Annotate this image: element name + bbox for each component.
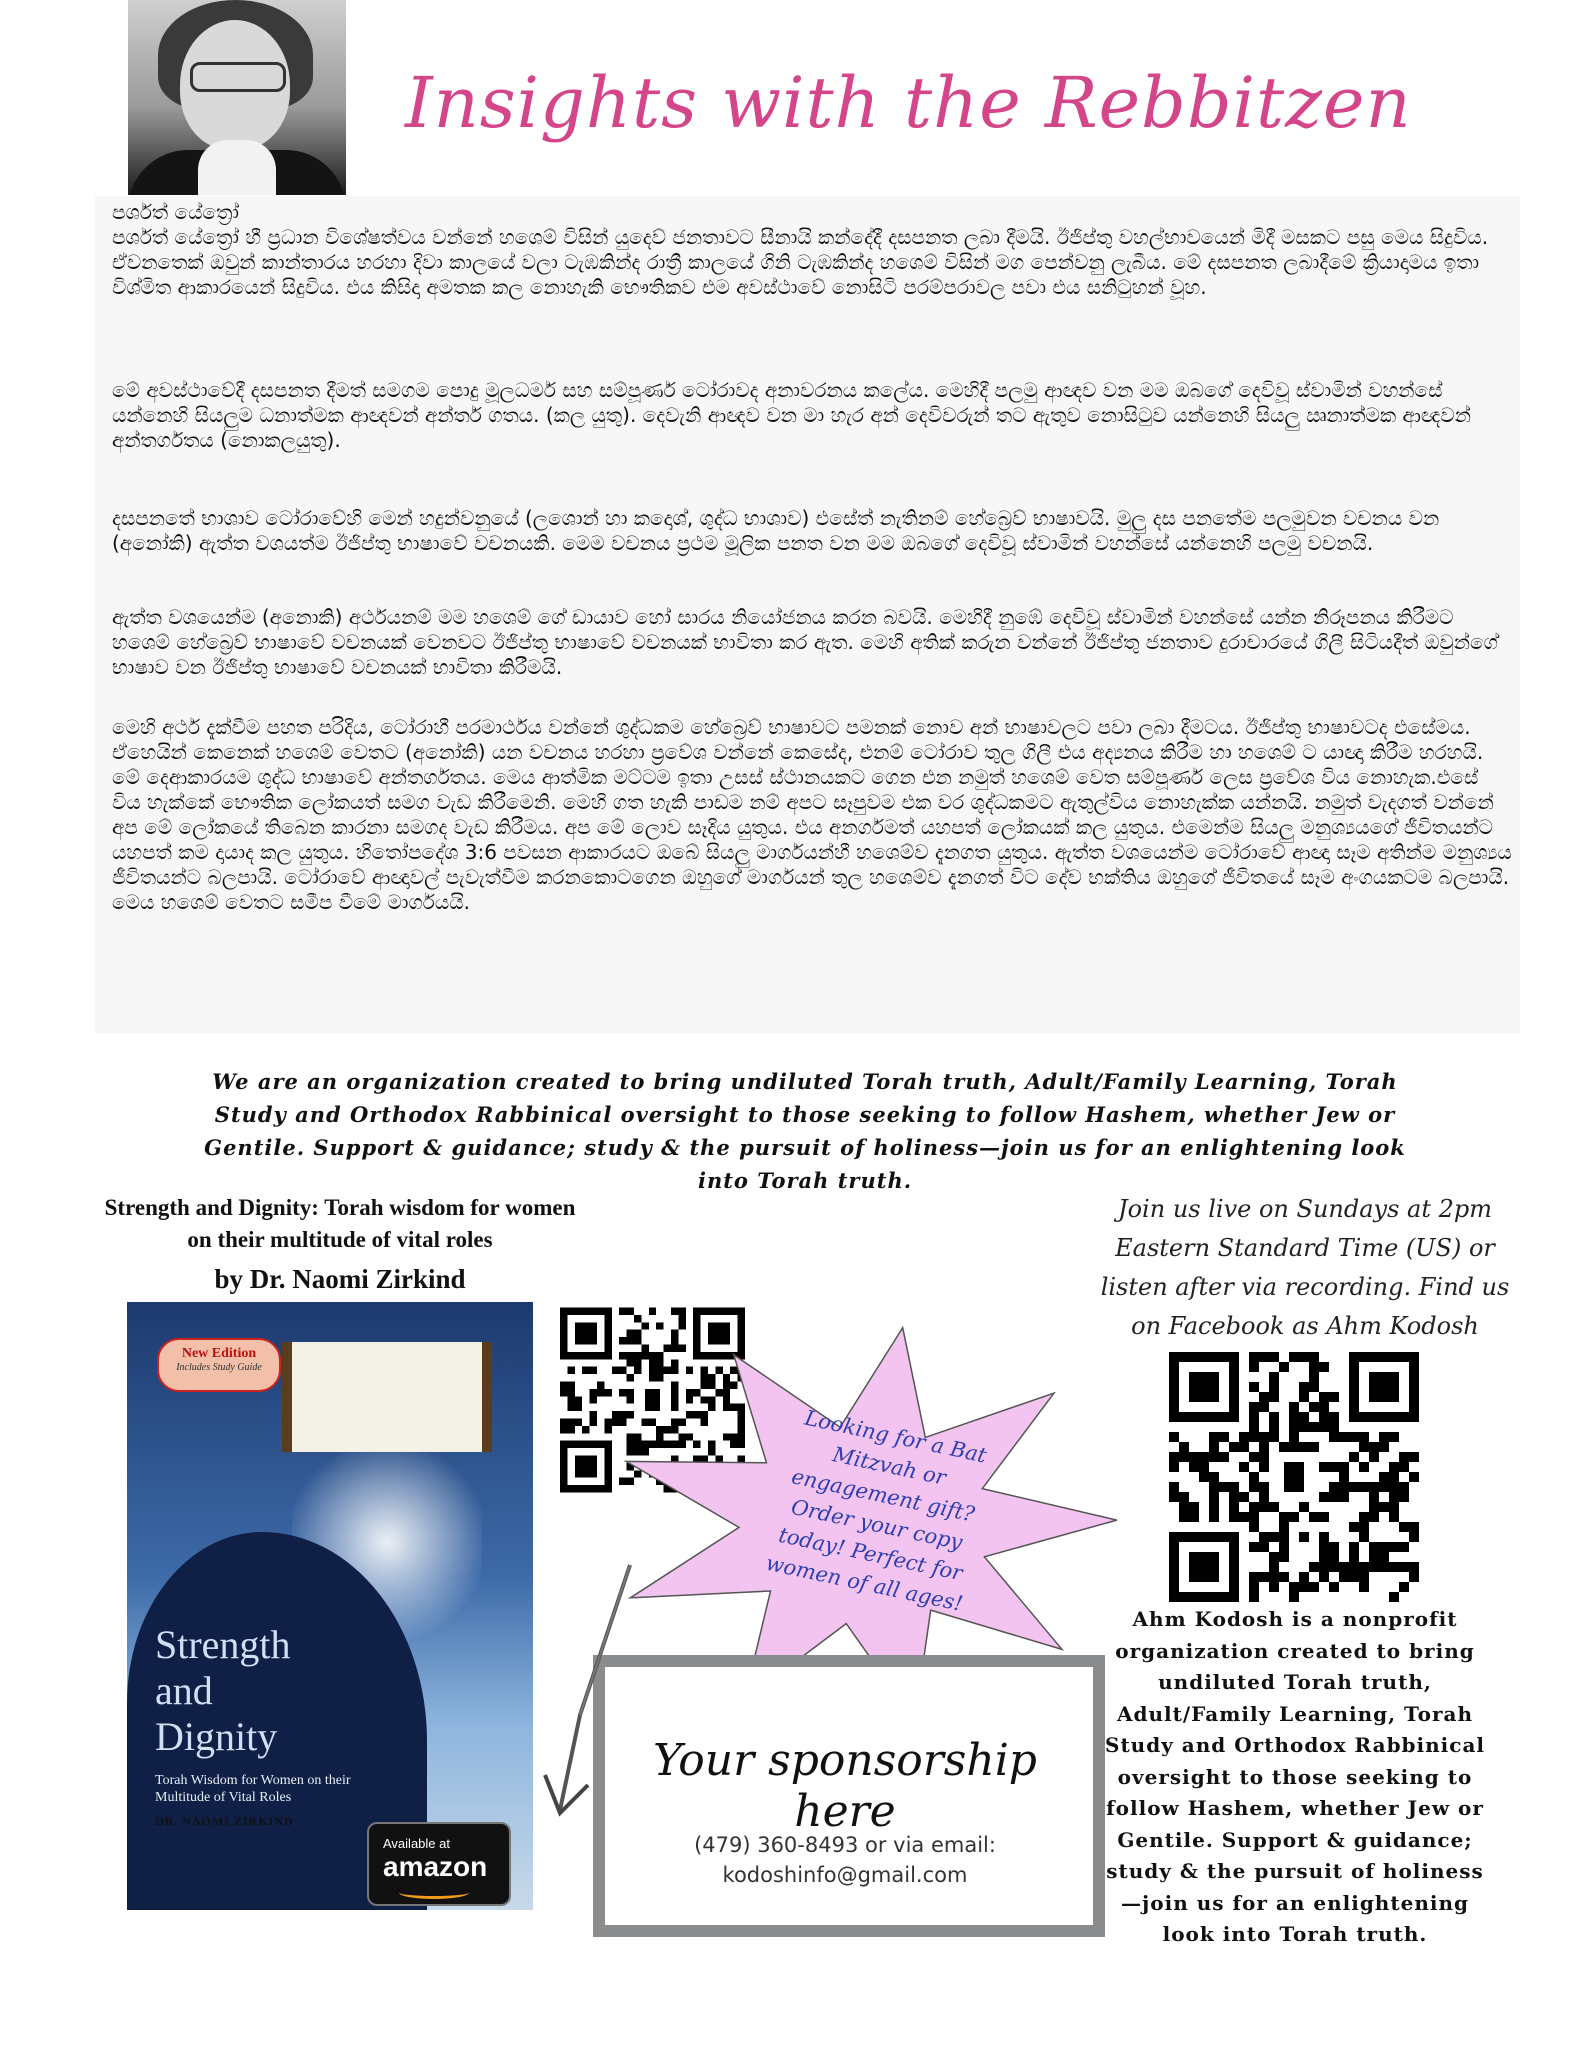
cover-subtitle: Torah Wisdom for Women on their Multitude of Vital Roles: [155, 1773, 351, 1805]
book-author: by Dr. Naomi Zirkind: [214, 1264, 466, 1294]
live-session-info: Join us live on Sundays at 2pm Eastern Standard Time (US) or listen after via recording. Find us on Facebook as Ahm Kodosh: [1100, 1195, 1510, 1340]
torah-scroll-icon: [282, 1342, 492, 1452]
amazon-logo: amazon: [383, 1851, 488, 1882]
amazon-smile-icon: [399, 1886, 469, 1899]
cover-title: Strength and Dignity: [155, 1622, 291, 1759]
book-cover-image[interactable]: [127, 1302, 533, 1910]
arrow-icon: [540, 1545, 640, 1825]
article-paragraph: පර්ශත් යේත්‍රෝ හී ප්‍රධාන විශේෂත්වය වන්නේ හශෙම් විසින් යුදෙව් ජනතාවට සීනායි කන්දේදී දසපනත ලබා දීමයි. ඊජිප්තු වහල්භාවයෙන් මිදී මසකට පසු මෙය සිදුවිය. ඒවනතෙක් ඔවුන් කාන්තාරය හරහා දිවා කාලයේ වලා ටැඹකින්ද රාත්‍රී කාලයේ ගිනි ටැඹකින්ද හශෙම් විසින් මග පෙන්වනු ලැබීය. මේ දසපනත ලබාදීමේ ක්‍රියාදාමය ඉතා විශ්මිත ආකාරයෙන් සිදුවිය. එය කිසිදා අමතක කල නොහැකි භෞතිකව එම අවස්ථාවේ නොසිටි පරම්පරාවල පවා එය සනිටුහන් වූහ.: [112, 225, 1489, 299]
article-heading: පර්ශත් යේත්‍රෝ: [112, 200, 239, 224]
promo-text: Looking for a Bat Mitzvah or engagement gift? Order your copy today! Perfect for women of all ages!: [763, 1405, 989, 1616]
amazon-button[interactable]: [367, 1822, 511, 1906]
contact-phone: (479) 360-8493 or via email:: [694, 1833, 996, 1857]
author-portrait: [128, 0, 346, 195]
sponsorship-title: Your sponsorship here: [653, 1735, 1037, 1837]
article-paragraph: මේ අවස්ථාවේදී දසපනත දීමත් සමගම පොදු මූලධර්ම සහ සම්පූර්ණ ටෝරාවද අනාවරනය කලේය. මෙහිදී පලමු ආඥව වන මම ඔබගේ දෙවිවූ ස්වාමින් වහන්සේ යන්නෙහි සියලුම ධනාත්මක ආඥවන් අන්තර් ගතය. (කල යුතු). දෙවැනි ආඥව වන මා හැර අන් දෙවිවරුන් තට ඇතුව නොසිටුව යන්නෙහි සියලු ඍනාත්මක ආඥවන් අන්තර්ගතය (නොකලයුතු).: [112, 378, 1471, 452]
article-paragraph: දසපනතේ භාශාව ටෝරාවේහි මෙන් හදුන්වනුයේ (ලශොන් හා කදොශ්, ශුද්ධ භාශාව) එසේත් නැතිනම් හේබ්‍රෙව් භාෂාවයි. මුලු දස පනතේම පලමුවන වචනය වන (අනෝකි) ඇත්ත වශයත්ම ඊජිප්තු භාෂාවේ වචනයකි. මෙම වචනය ප්‍රථම මූලික පනත වන මම ඔබගේ දෙවිවූ ස්වාමින් වහන්සේ යන්නෙහි පලමු වචනයි.: [112, 506, 1440, 555]
new-edition-badge: New Edition Includes Study Guide: [157, 1338, 281, 1392]
book-title: Strength and Dignity: Torah wisdom for women on their multitude of vital roles: [104, 1195, 576, 1252]
mission-statement: We are an organization created to bring undiluted Torah truth, Adult/Family Learning, Torah Study and Orthodox Rabbinical oversight to those seeking to follow Hashem, whether Jew or Gentile. Support & guidance; study & the pursuit of holiness—join us for an enlightening look into Torah truth.: [204, 1069, 1406, 1193]
facebook-qr-code[interactable]: [1155, 1352, 1433, 1602]
sponsorship-contact: [620, 1830, 1070, 1890]
page-title: Insights with the Rebbitzen: [405, 62, 1412, 144]
contact-email[interactable]: kodoshinfo@gmail.com: [722, 1863, 968, 1887]
cover-author: DR. NAOMI ZIRKIND: [155, 1814, 294, 1828]
amazon-available-label: Available at: [383, 1836, 450, 1851]
organization-description: Ahm Kodosh is a nonprofit organization created to bring undiluted Torah truth, Adult/Family Learning, Torah Study and Orthodox Rabbinical oversight to those seeking to follow Hashem, whether Jew or Gentile. Support & guidance; study & the pursuit of holiness —join us for an enlightening look into Torah truth.: [1105, 1607, 1486, 1946]
article-paragraph: ඇත්ත වශයෙන්ම (අනොකි) අර්ථයනම් මම හශෙම් ගේ ඩායාව හෝ සාරය නියෝජනය කරන බවයි. මෙහිදී නුඹේ දෙවිවූ ස්වාමින් වහන්සේ යන්න නිරූපනය කිරීමට හශෙම් හේබ්‍රෙව් භාෂාවේ වචනයක් වෙනවට ඊජිප්තු භාෂාවේ වචනයක් භාවිතා කර ඇත. මෙහි අතික් කරුන වන්නේ ඊජිප්තු ජනතාව දුරාචාරයේ ගිලී සිටියදීත් ඔවුන්ගේ භාෂාව වන ඊජිප්තු භාෂාවේ වචනයක් භාවිතා කිරීමයි.: [112, 605, 1498, 679]
article-paragraph: මෙහි අර්ථ දැක්වීම පහත පරිදිය, ටෝරාහී පරමාර්ථය වන්නේ ශුද්ධකම හේබ්‍රෙව් භාෂාවට පමනක් නොව අන් භාෂාවලට පවා ලබා දීමටය. ඊජිප්තු භාෂාවටද එසේමය. ඒහෙයින් කෙනෙක් හශෙම් වෙතට (අනෝකි) යන වචනය හරහා ප්‍රවේශ වන්නේ කෙසේද, එනම් ටෝරාව තුල ගිලී එය අද්‍යනය කිරීම හා හශෙම් ට යාඥා කිරීම හරහයි. මේ දෙආකාරයම ශුද්ධ භාෂාවේ අන්තර්ගතය. මෙය ආත්මික මට්ටම ඉතා උසස් ස්ථානයකට ගෙන එන නමුත් හශෙම් වෙත සම්පූර්ණ ලෙස ප්‍රවේශ විය නොහැක.එසේ විය හැක්කේ භෞතික ලෝකයත් සමග වැඩ කිරීමෙනි. මෙහි ගත හැකි පාඩම නම් අපට සෑපුවම එක වර ශුද්ධකමට ඇතුල්විය නොහැක්ක යන්නයි. නමුත් වැදගත් වන්නේ අප මේ ලෝකයේ තිබෙන කාරනා සමගද වැඩ කිරීමය. අප මේ ලොව සෑදිය යුතුය. එය අනර්ගමත් යහපත් ලෝකයක් කල යුතුය. එමෙන්ම සියලු මනුශ්‍යයගේ ජීවිතයන්ට යහපත් කම දායාද කල යුතුය. හිතෝපදේශ 3:6 පවසන ආකාරයට ඔබේ සියලු මාර්ගයන්හී හශෙම්ව දැනගත යුතුය. ඇත්ත වශයෙන්ම ටෝරාවේ ආඥා සෑම අතින්ම මනුශ්‍යය ජීවිතයන්ට බලපායි. ටෝරාවේ ආඥාවල් පැවැත්වීම කරනකොටගෙන ඔහුගේ මාර්ගයන් තුල හශෙම්ව දැනගත් විට දේව භක්තිය ඔහුගේ ජීවිතයේ සෑම අංගයකටම බලපායි. මෙය හශෙම් වෙතට සමීප වීමේ මාර්ගයයි.: [112, 715, 1512, 914]
